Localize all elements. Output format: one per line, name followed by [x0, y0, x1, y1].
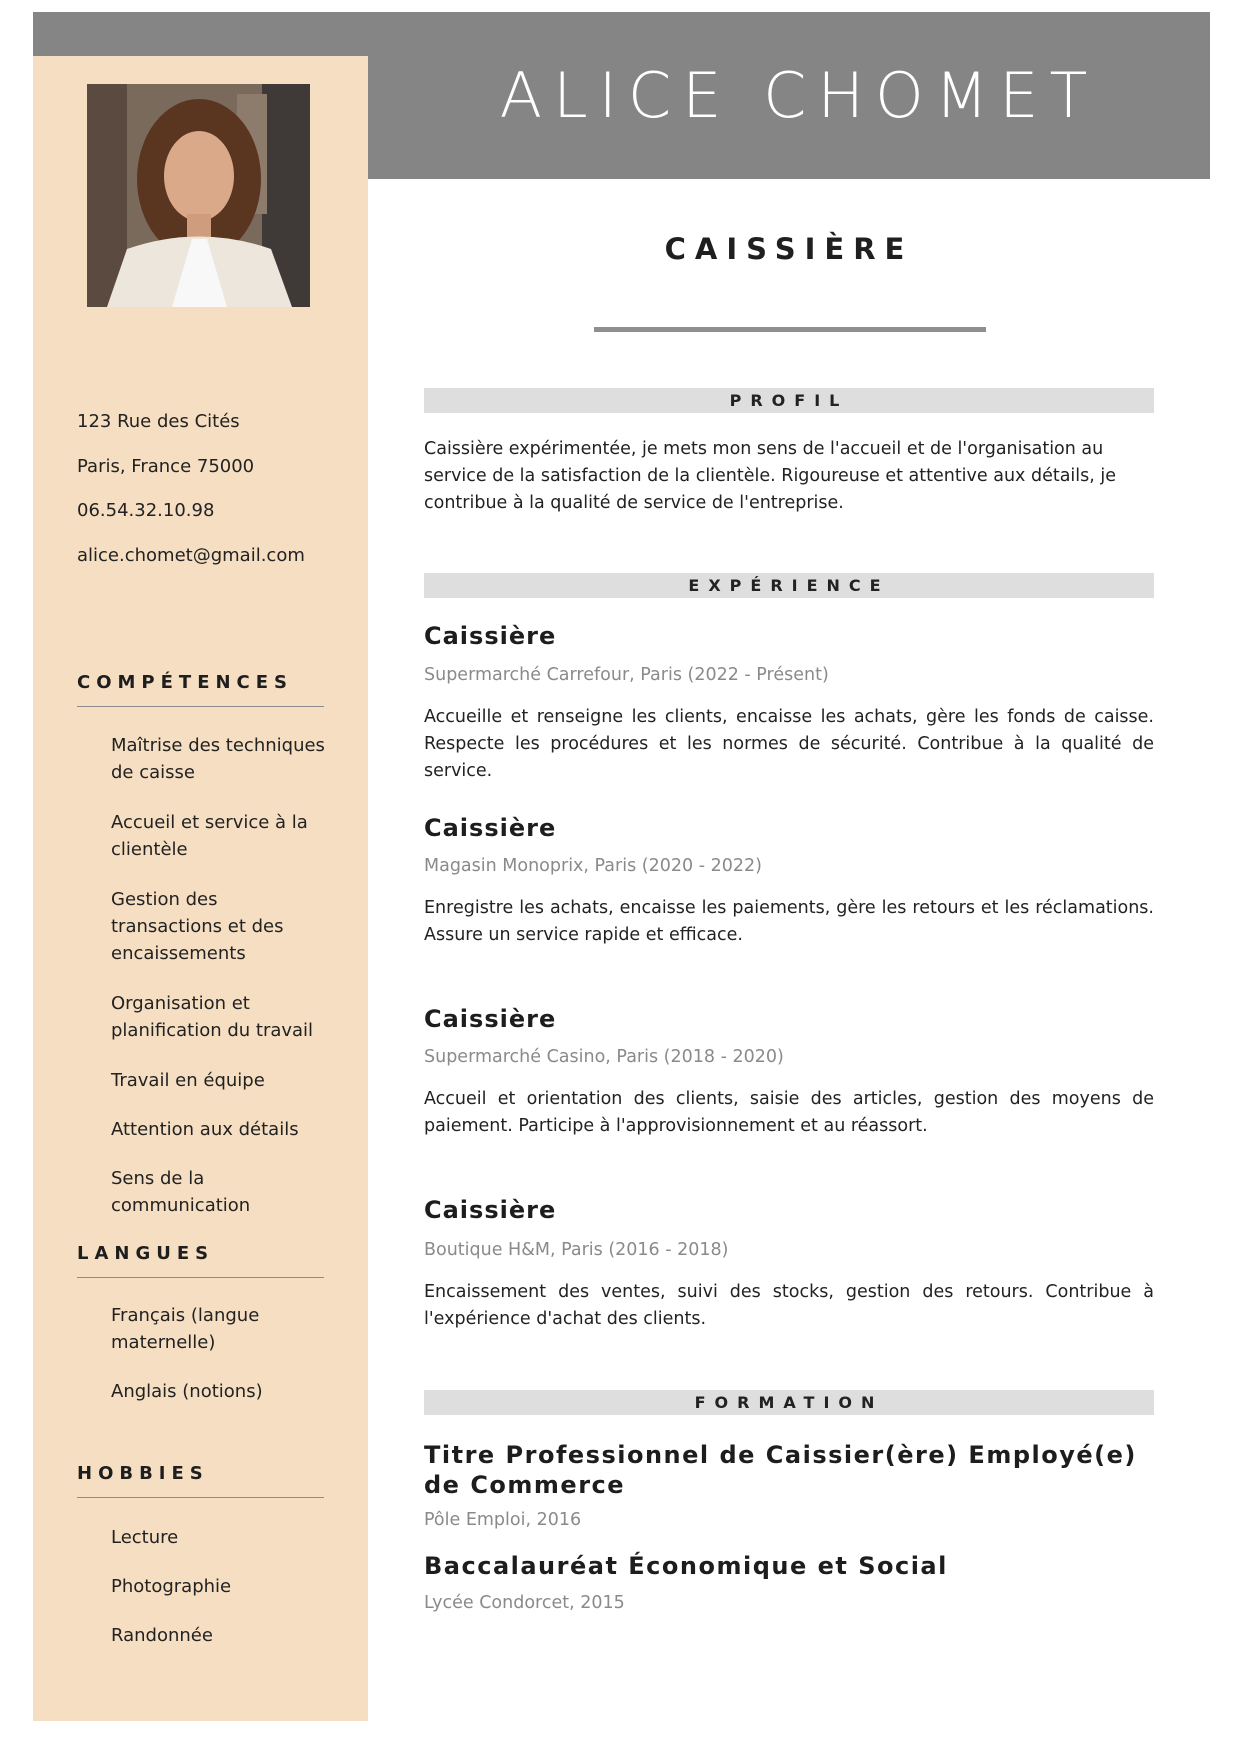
job-employer-2: Magasin Monoprix, Paris (2020 - 2022) — [424, 856, 762, 876]
hobbies-list — [111, 1524, 326, 1649]
languages-heading: LANGUES — [77, 1243, 324, 1278]
education-heading: FORMATION — [424, 1390, 1154, 1415]
list-item: Attention aux détails — [111, 1119, 299, 1140]
degree-school-1: Pôle Emploi, 2016 — [424, 1510, 582, 1530]
list-item: Maîtrise des techniques de caisse — [111, 735, 325, 783]
profile-heading: PROFIL — [424, 388, 1154, 413]
list-item: Lecture — [111, 1527, 179, 1548]
job-description-3: Accueil et orientation des clients, saisie des articles, gestion des moyens de paiement. Participe à l'approvisionnement et au réassort. — [424, 1089, 1154, 1136]
list-item: Travail en équipe — [111, 1070, 265, 1091]
list-item: Accueil et service à la clientèle — [111, 812, 308, 860]
profile-text: Caissière expérimentée, je mets mon sens de l'accueil et de l'organisation au service de la satisfaction de la clientèle. Rigoureuse et attentive aux détails, je contribue à la qualité de service de l'entreprise. — [424, 439, 1117, 513]
job-title-4: Caissière — [424, 1196, 557, 1224]
job-description-4: Encaissement des ventes, suivi des stocks, gestion des retours. Contribue à l'expérience d'achat des clients. — [424, 1282, 1154, 1329]
skills-heading: COMPÉTENCES — [77, 672, 324, 707]
job-description-2: Enregistre les achats, encaisse les paiements, gère les retours et les réclamations. Assure un service rapide et efficace. — [424, 898, 1154, 945]
contact-email: alice.chomet@gmail.com — [77, 545, 305, 566]
profile-photo — [87, 84, 310, 307]
candidate-name: ALICE CHOMET — [499, 59, 1099, 132]
contact-phone: 06.54.32.10.98 — [77, 500, 215, 521]
list-item: Photographie — [111, 1576, 232, 1597]
job-title-1: Caissière — [424, 622, 557, 650]
hobbies-heading: HOBBIES — [77, 1463, 324, 1498]
job-title: CAISSIÈRE — [664, 232, 914, 266]
list-item: Sens de la communication — [111, 1168, 251, 1216]
job-employer-4: Boutique H&M, Paris (2016 - 2018) — [424, 1240, 729, 1260]
experience-heading: EXPÉRIENCE — [424, 573, 1154, 598]
degree-school-2: Lycée Condorcet, 2015 — [424, 1593, 625, 1613]
degree-title-2: Baccalauréat Économique et Social — [424, 1552, 948, 1580]
contact-address: 123 Rue des Cités — [77, 411, 240, 432]
list-item: Organisation et planification du travail — [111, 993, 314, 1041]
job-title-2: Caissière — [424, 814, 557, 842]
list-item: Randonnée — [111, 1625, 213, 1646]
job-title-3: Caissière — [424, 1005, 557, 1033]
contact-city: Paris, France 75000 — [77, 456, 255, 477]
title-divider — [594, 327, 986, 332]
languages-list — [111, 1302, 326, 1405]
skills-list — [111, 732, 326, 1219]
job-employer-1: Supermarché Carrefour, Paris (2022 - Présent) — [424, 665, 829, 685]
list-item: Anglais (notions) — [111, 1381, 263, 1402]
job-employer-3: Supermarché Casino, Paris (2018 - 2020) — [424, 1047, 784, 1067]
list-item: Français (langue maternelle) — [111, 1305, 260, 1353]
degree-title-1: Titre Professionnel de Caissier(ère) Employé(e) de Commerce — [424, 1441, 1137, 1499]
list-item: Gestion des transactions et des encaissements — [111, 889, 284, 964]
job-description-1: Accueille et renseigne les clients, encaisse les achats, gère les fonds de caisse. Respecte les procédures et les normes de sécurité. Contribue à la qualité de service. — [424, 707, 1154, 781]
